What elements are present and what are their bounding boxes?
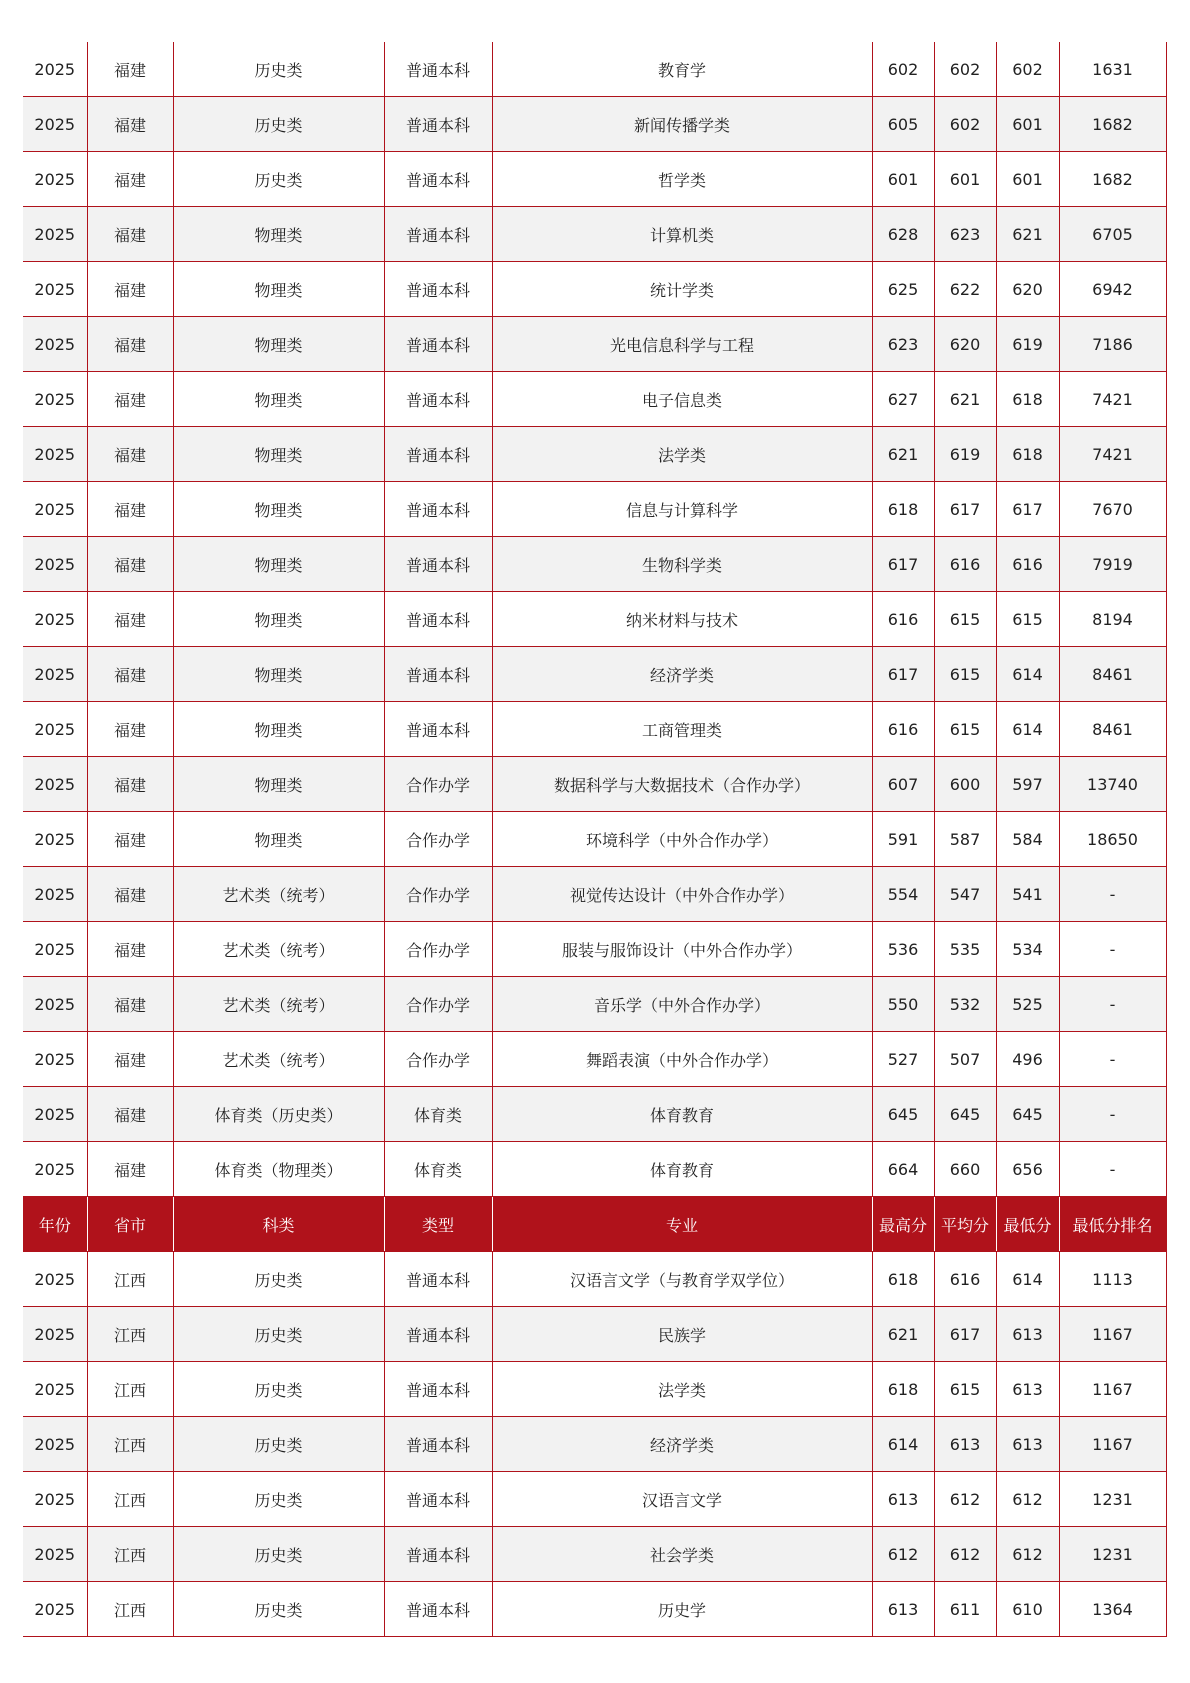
type-cell: 普通本科	[384, 1252, 492, 1307]
year-cell: 2025	[23, 867, 87, 922]
max-score-cell: 605	[872, 97, 934, 152]
province-cell: 福建	[87, 1032, 173, 1087]
major-cell: 纳米材料与技术	[492, 592, 872, 647]
type-cell: 合作办学	[384, 867, 492, 922]
max-score-cell: 536	[872, 922, 934, 977]
min-rank-cell: -	[1059, 1087, 1166, 1142]
year-cell: 2025	[23, 757, 87, 812]
major-cell: 教育学	[492, 42, 872, 97]
major-cell: 新闻传播学类	[492, 97, 872, 152]
max-score-cell: 618	[872, 1362, 934, 1417]
subject-category-cell: 物理类	[173, 702, 384, 757]
year-cell: 2025	[23, 1087, 87, 1142]
type-cell: 体育类	[384, 1087, 492, 1142]
max-score-cell: 616	[872, 592, 934, 647]
year-cell: 2025	[23, 1252, 87, 1307]
min-score-cell: 602	[996, 42, 1059, 97]
type-cell: 合作办学	[384, 1032, 492, 1087]
min-score-cell: 614	[996, 1252, 1059, 1307]
type-cell: 普通本科	[384, 262, 492, 317]
subject-category-cell: 历史类	[173, 1252, 384, 1307]
type-cell: 普通本科	[384, 1417, 492, 1472]
subject-category-cell: 体育类（历史类）	[173, 1087, 384, 1142]
table-row	[23, 427, 1166, 482]
subject-category-cell: 历史类	[173, 1307, 384, 1362]
major-cell: 哲学类	[492, 152, 872, 207]
avg-score-cell: 613	[934, 1417, 996, 1472]
max-score-cell: 618	[872, 1252, 934, 1307]
avg-score-cell: 616	[934, 537, 996, 592]
min-rank-cell: -	[1059, 1142, 1166, 1197]
type-cell: 合作办学	[384, 757, 492, 812]
subject-category-cell: 物理类	[173, 812, 384, 867]
province-cell: 福建	[87, 757, 173, 812]
table-row	[23, 152, 1166, 207]
table-row	[23, 1032, 1166, 1087]
max-score-cell: 613	[872, 1582, 934, 1637]
avg-score-cell: 532	[934, 977, 996, 1032]
subject-category-cell: 物理类	[173, 317, 384, 372]
subject-category-cell: 历史类	[173, 97, 384, 152]
subject-category-cell: 物理类	[173, 592, 384, 647]
min-rank-cell: 1682	[1059, 152, 1166, 207]
province-cell: 江西	[87, 1252, 173, 1307]
province-cell: 江西	[87, 1527, 173, 1582]
avg-score-cell: 612	[934, 1527, 996, 1582]
min-score-cell: 617	[996, 482, 1059, 537]
province-cell: 福建	[87, 482, 173, 537]
min-rank-cell: 7670	[1059, 482, 1166, 537]
subject-category-cell: 体育类（物理类）	[173, 1142, 384, 1197]
avg-score-cell: 547	[934, 867, 996, 922]
major-cell: 社会学类	[492, 1527, 872, 1582]
major-cell: 统计学类	[492, 262, 872, 317]
max-score-cell: 625	[872, 262, 934, 317]
header-cell-subject-category: 科类	[173, 1197, 384, 1252]
min-rank-cell: 7919	[1059, 537, 1166, 592]
min-rank-cell: 1231	[1059, 1472, 1166, 1527]
min-score-cell: 614	[996, 647, 1059, 702]
subject-category-cell: 历史类	[173, 1582, 384, 1637]
min-rank-cell: 8194	[1059, 592, 1166, 647]
major-cell: 经济学类	[492, 1417, 872, 1472]
type-cell: 普通本科	[384, 647, 492, 702]
min-score-cell: 496	[996, 1032, 1059, 1087]
header-row	[23, 1197, 1166, 1252]
table-row	[23, 262, 1166, 317]
min-rank-cell: 13740	[1059, 757, 1166, 812]
max-score-cell: 614	[872, 1417, 934, 1472]
table-row	[23, 702, 1166, 757]
avg-score-cell: 507	[934, 1032, 996, 1087]
major-cell: 民族学	[492, 1307, 872, 1362]
year-cell: 2025	[23, 97, 87, 152]
type-cell: 普通本科	[384, 537, 492, 592]
major-cell: 音乐学（中外合作办学）	[492, 977, 872, 1032]
admission-score-table	[23, 42, 1167, 1637]
min-score-cell: 610	[996, 1582, 1059, 1637]
table-row	[23, 372, 1166, 427]
table-row	[23, 97, 1166, 152]
type-cell: 合作办学	[384, 812, 492, 867]
year-cell: 2025	[23, 152, 87, 207]
year-cell: 2025	[23, 647, 87, 702]
subject-category-cell: 物理类	[173, 482, 384, 537]
year-cell: 2025	[23, 207, 87, 262]
max-score-cell: 627	[872, 372, 934, 427]
province-cell: 福建	[87, 427, 173, 482]
max-score-cell: 645	[872, 1087, 934, 1142]
province-cell: 江西	[87, 1582, 173, 1637]
min-rank-cell: 1167	[1059, 1417, 1166, 1472]
year-cell: 2025	[23, 977, 87, 1032]
subject-category-cell: 历史类	[173, 1417, 384, 1472]
year-cell: 2025	[23, 922, 87, 977]
table-row	[23, 1417, 1166, 1472]
min-score-cell: 601	[996, 152, 1059, 207]
min-score-cell: 584	[996, 812, 1059, 867]
year-cell: 2025	[23, 1472, 87, 1527]
avg-score-cell: 616	[934, 1252, 996, 1307]
min-rank-cell: -	[1059, 1032, 1166, 1087]
min-rank-cell: -	[1059, 867, 1166, 922]
min-score-cell: 616	[996, 537, 1059, 592]
major-cell: 信息与计算科学	[492, 482, 872, 537]
table-row	[23, 922, 1166, 977]
major-cell: 生物科学类	[492, 537, 872, 592]
max-score-cell: 617	[872, 537, 934, 592]
min-score-cell: 620	[996, 262, 1059, 317]
min-rank-cell: 18650	[1059, 812, 1166, 867]
table-row	[23, 812, 1166, 867]
major-cell: 法学类	[492, 427, 872, 482]
min-score-cell: 534	[996, 922, 1059, 977]
subject-category-cell: 历史类	[173, 1472, 384, 1527]
year-cell: 2025	[23, 372, 87, 427]
min-rank-cell: -	[1059, 922, 1166, 977]
subject-category-cell: 艺术类（统考）	[173, 867, 384, 922]
province-cell: 福建	[87, 977, 173, 1032]
table-row	[23, 42, 1166, 97]
year-cell: 2025	[23, 427, 87, 482]
type-cell: 普通本科	[384, 1307, 492, 1362]
type-cell: 普通本科	[384, 152, 492, 207]
avg-score-cell: 617	[934, 482, 996, 537]
province-cell: 福建	[87, 1142, 173, 1197]
year-cell: 2025	[23, 262, 87, 317]
province-cell: 江西	[87, 1472, 173, 1527]
year-cell: 2025	[23, 1527, 87, 1582]
min-score-cell: 614	[996, 702, 1059, 757]
table-row	[23, 1362, 1166, 1417]
min-rank-cell: 8461	[1059, 647, 1166, 702]
subject-category-cell: 物理类	[173, 757, 384, 812]
min-score-cell: 656	[996, 1142, 1059, 1197]
min-score-cell: 601	[996, 97, 1059, 152]
max-score-cell: 601	[872, 152, 934, 207]
avg-score-cell: 601	[934, 152, 996, 207]
major-cell: 经济学类	[492, 647, 872, 702]
type-cell: 普通本科	[384, 482, 492, 537]
min-score-cell: 597	[996, 757, 1059, 812]
year-cell: 2025	[23, 592, 87, 647]
min-rank-cell: 7421	[1059, 427, 1166, 482]
type-cell: 合作办学	[384, 922, 492, 977]
avg-score-cell: 660	[934, 1142, 996, 1197]
min-score-cell: 619	[996, 317, 1059, 372]
year-cell: 2025	[23, 812, 87, 867]
table-row	[23, 592, 1166, 647]
type-cell: 普通本科	[384, 42, 492, 97]
major-cell: 舞蹈表演（中外合作办学）	[492, 1032, 872, 1087]
province-cell: 福建	[87, 702, 173, 757]
year-cell: 2025	[23, 537, 87, 592]
max-score-cell: 554	[872, 867, 934, 922]
major-cell: 法学类	[492, 1362, 872, 1417]
min-score-cell: 618	[996, 372, 1059, 427]
max-score-cell: 628	[872, 207, 934, 262]
type-cell: 普通本科	[384, 207, 492, 262]
major-cell: 汉语言文学（与教育学双学位）	[492, 1252, 872, 1307]
subject-category-cell: 艺术类（统考）	[173, 922, 384, 977]
year-cell: 2025	[23, 1417, 87, 1472]
subject-category-cell: 历史类	[173, 1527, 384, 1582]
province-cell: 福建	[87, 372, 173, 427]
avg-score-cell: 617	[934, 1307, 996, 1362]
year-cell: 2025	[23, 1142, 87, 1197]
type-cell: 普通本科	[384, 317, 492, 372]
max-score-cell: 664	[872, 1142, 934, 1197]
max-score-cell: 623	[872, 317, 934, 372]
province-cell: 福建	[87, 812, 173, 867]
province-cell: 福建	[87, 152, 173, 207]
subject-category-cell: 历史类	[173, 152, 384, 207]
max-score-cell: 591	[872, 812, 934, 867]
avg-score-cell: 615	[934, 647, 996, 702]
min-score-cell: 541	[996, 867, 1059, 922]
type-cell: 普通本科	[384, 1472, 492, 1527]
avg-score-cell: 615	[934, 1362, 996, 1417]
year-cell: 2025	[23, 1362, 87, 1417]
min-rank-cell: 1231	[1059, 1527, 1166, 1582]
min-rank-cell: -	[1059, 977, 1166, 1032]
table-row	[23, 647, 1166, 702]
min-rank-cell: 1113	[1059, 1252, 1166, 1307]
province-cell: 福建	[87, 592, 173, 647]
min-rank-cell: 8461	[1059, 702, 1166, 757]
type-cell: 普通本科	[384, 592, 492, 647]
avg-score-cell: 587	[934, 812, 996, 867]
header-cell-province: 省市	[87, 1197, 173, 1252]
table-row	[23, 1472, 1166, 1527]
province-cell: 福建	[87, 207, 173, 262]
table-row	[23, 317, 1166, 372]
avg-score-cell: 619	[934, 427, 996, 482]
min-score-cell: 615	[996, 592, 1059, 647]
major-cell: 工商管理类	[492, 702, 872, 757]
avg-score-cell: 602	[934, 97, 996, 152]
major-cell: 环境科学（中外合作办学）	[492, 812, 872, 867]
province-cell: 江西	[87, 1307, 173, 1362]
type-cell: 普通本科	[384, 702, 492, 757]
avg-score-cell: 600	[934, 757, 996, 812]
table-row	[23, 757, 1166, 812]
header-cell-max-score: 最高分	[872, 1197, 934, 1252]
avg-score-cell: 535	[934, 922, 996, 977]
max-score-cell: 616	[872, 702, 934, 757]
subject-category-cell: 物理类	[173, 537, 384, 592]
fujian-rows	[23, 42, 1166, 1197]
min-rank-cell: 1167	[1059, 1307, 1166, 1362]
year-cell: 2025	[23, 1032, 87, 1087]
major-cell: 视觉传达设计（中外合作办学）	[492, 867, 872, 922]
type-cell: 普通本科	[384, 1527, 492, 1582]
max-score-cell: 618	[872, 482, 934, 537]
type-cell: 普通本科	[384, 1582, 492, 1637]
table-row	[23, 977, 1166, 1032]
major-cell: 体育教育	[492, 1142, 872, 1197]
province-cell: 福建	[87, 97, 173, 152]
table-row	[23, 1582, 1166, 1637]
province-cell: 福建	[87, 867, 173, 922]
min-score-cell: 612	[996, 1527, 1059, 1582]
type-cell: 普通本科	[384, 97, 492, 152]
min-rank-cell: 6942	[1059, 262, 1166, 317]
year-cell: 2025	[23, 702, 87, 757]
province-cell: 福建	[87, 922, 173, 977]
header-cell-min-score: 最低分	[996, 1197, 1059, 1252]
min-rank-cell: 7421	[1059, 372, 1166, 427]
type-cell: 普通本科	[384, 427, 492, 482]
max-score-cell: 617	[872, 647, 934, 702]
min-score-cell: 618	[996, 427, 1059, 482]
max-score-cell: 527	[872, 1032, 934, 1087]
table-row	[23, 1087, 1166, 1142]
max-score-cell: 613	[872, 1472, 934, 1527]
min-score-cell: 613	[996, 1417, 1059, 1472]
province-cell: 福建	[87, 317, 173, 372]
year-cell: 2025	[23, 1582, 87, 1637]
year-cell: 2025	[23, 482, 87, 537]
max-score-cell: 612	[872, 1527, 934, 1582]
year-cell: 2025	[23, 317, 87, 372]
avg-score-cell: 615	[934, 702, 996, 757]
jiangxi-rows	[23, 1252, 1166, 1637]
min-rank-cell: 7186	[1059, 317, 1166, 372]
avg-score-cell: 612	[934, 1472, 996, 1527]
avg-score-cell: 621	[934, 372, 996, 427]
header-cell-type: 类型	[384, 1197, 492, 1252]
subject-category-cell: 物理类	[173, 647, 384, 702]
max-score-cell: 602	[872, 42, 934, 97]
subject-category-cell: 物理类	[173, 427, 384, 482]
province-cell: 江西	[87, 1362, 173, 1417]
max-score-cell: 607	[872, 757, 934, 812]
subject-category-cell: 艺术类（统考）	[173, 977, 384, 1032]
subject-category-cell: 历史类	[173, 1362, 384, 1417]
province-cell: 福建	[87, 42, 173, 97]
major-cell: 数据科学与大数据技术（合作办学）	[492, 757, 872, 812]
major-cell: 电子信息类	[492, 372, 872, 427]
min-rank-cell: 1682	[1059, 97, 1166, 152]
subject-category-cell: 历史类	[173, 42, 384, 97]
header-cell-year: 年份	[23, 1197, 87, 1252]
header-cell-major: 专业	[492, 1197, 872, 1252]
header-cell-min-rank: 最低分排名	[1059, 1197, 1166, 1252]
major-cell: 服装与服饰设计（中外合作办学）	[492, 922, 872, 977]
avg-score-cell: 602	[934, 42, 996, 97]
major-cell: 历史学	[492, 1582, 872, 1637]
province-cell: 福建	[87, 1087, 173, 1142]
min-score-cell: 525	[996, 977, 1059, 1032]
min-score-cell: 613	[996, 1307, 1059, 1362]
type-cell: 普通本科	[384, 372, 492, 427]
type-cell: 普通本科	[384, 1362, 492, 1417]
avg-score-cell: 611	[934, 1582, 996, 1637]
province-cell: 福建	[87, 537, 173, 592]
type-cell: 体育类	[384, 1142, 492, 1197]
min-rank-cell: 6705	[1059, 207, 1166, 262]
type-cell: 合作办学	[384, 977, 492, 1032]
table-row	[23, 1252, 1166, 1307]
province-cell: 福建	[87, 262, 173, 317]
min-score-cell: 645	[996, 1087, 1059, 1142]
table-row	[23, 867, 1166, 922]
province-cell: 福建	[87, 647, 173, 702]
avg-score-cell: 615	[934, 592, 996, 647]
table-row	[23, 1307, 1166, 1362]
year-cell: 2025	[23, 42, 87, 97]
min-score-cell: 621	[996, 207, 1059, 262]
table-header	[23, 1197, 1166, 1252]
subject-category-cell: 物理类	[173, 262, 384, 317]
max-score-cell: 550	[872, 977, 934, 1032]
min-rank-cell: 1364	[1059, 1582, 1166, 1637]
min-rank-cell: 1167	[1059, 1362, 1166, 1417]
table-row	[23, 537, 1166, 592]
avg-score-cell: 622	[934, 262, 996, 317]
min-rank-cell: 1631	[1059, 42, 1166, 97]
max-score-cell: 621	[872, 427, 934, 482]
min-score-cell: 613	[996, 1362, 1059, 1417]
max-score-cell: 621	[872, 1307, 934, 1362]
major-cell: 光电信息科学与工程	[492, 317, 872, 372]
subject-category-cell: 艺术类（统考）	[173, 1032, 384, 1087]
table-row	[23, 1527, 1166, 1582]
province-cell: 江西	[87, 1417, 173, 1472]
avg-score-cell: 623	[934, 207, 996, 262]
major-cell: 计算机类	[492, 207, 872, 262]
avg-score-cell: 620	[934, 317, 996, 372]
subject-category-cell: 物理类	[173, 207, 384, 262]
subject-category-cell: 物理类	[173, 372, 384, 427]
min-score-cell: 612	[996, 1472, 1059, 1527]
avg-score-cell: 645	[934, 1087, 996, 1142]
table-row	[23, 1142, 1166, 1197]
header-cell-avg-score: 平均分	[934, 1197, 996, 1252]
table-row	[23, 207, 1166, 262]
year-cell: 2025	[23, 1307, 87, 1362]
major-cell: 体育教育	[492, 1087, 872, 1142]
table-row	[23, 482, 1166, 537]
major-cell: 汉语言文学	[492, 1472, 872, 1527]
